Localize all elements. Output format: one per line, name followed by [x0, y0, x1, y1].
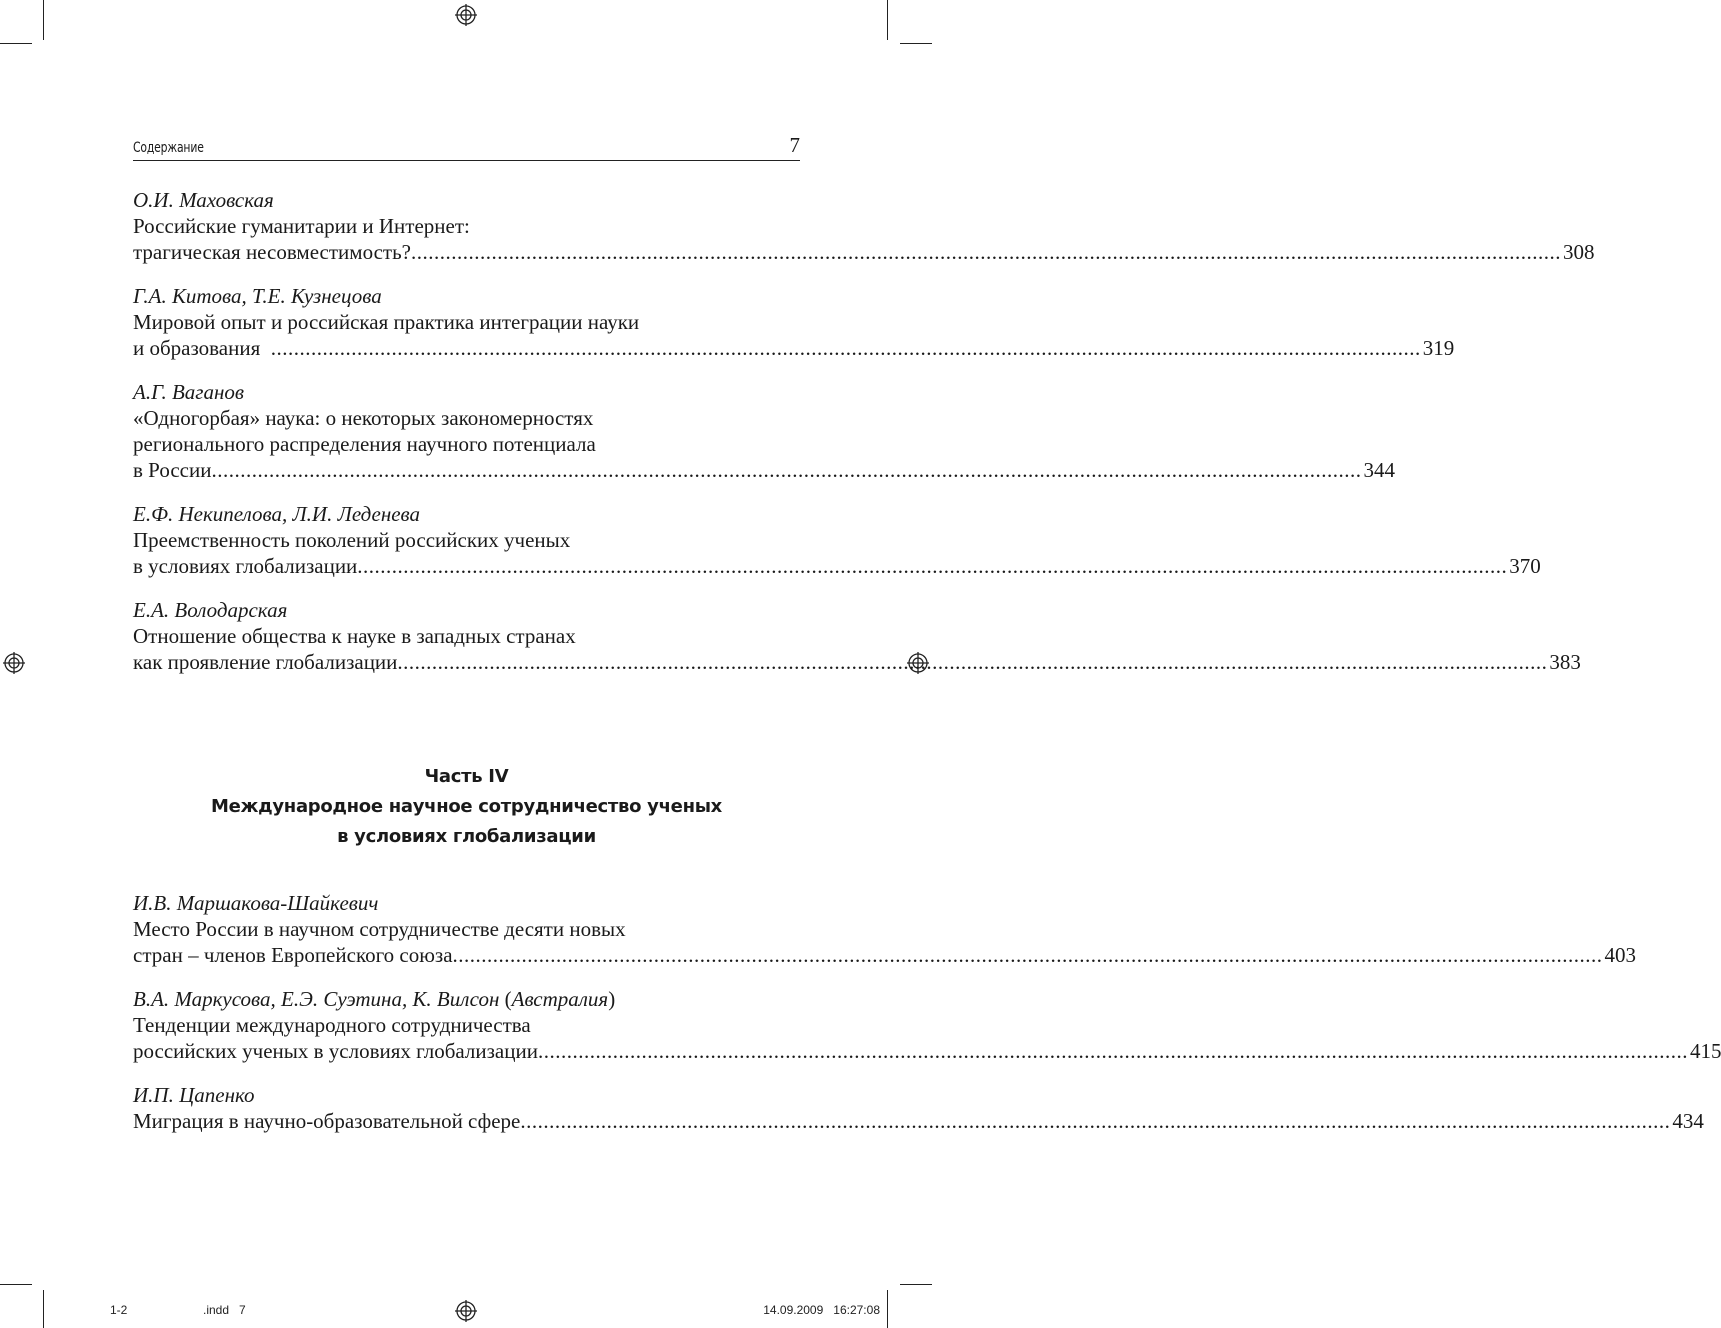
- toc-last-line: [133, 553, 1541, 579]
- toc-author: О.И. Маховская: [133, 188, 274, 212]
- toc-author: А.Г. Ваганов: [133, 380, 244, 404]
- running-header: [133, 132, 800, 161]
- toc-title-line: и образования: [133, 336, 271, 360]
- running-title: Содержание: [133, 140, 204, 156]
- author-paren-open: (: [499, 987, 512, 1011]
- crop-mark: [43, 1290, 44, 1328]
- toc-title-line: Место России в научном сотрудничестве десяти новых: [133, 917, 626, 941]
- toc-section-2: [133, 890, 1721, 1134]
- crop-mark: [0, 1284, 32, 1285]
- toc-title-line: российских ученых в условиях глобализации: [133, 1039, 538, 1063]
- toc-author: В.А. Маркусова, Е.Э. Суэтина, К. Вилсон: [133, 987, 500, 1011]
- registration-mark-icon: [455, 1300, 477, 1322]
- registration-mark-icon: [455, 4, 477, 26]
- dot-leader: ........................................................................................................................................................................................................: [452, 943, 1603, 967]
- toc-entry: [133, 187, 1595, 265]
- toc-entry: [133, 501, 1541, 579]
- slug-file: 1-2: [110, 1303, 128, 1317]
- dot-leader: ........................................................................................................................................................................................................: [397, 650, 1548, 674]
- dot-leader: ........................................................................................................................................................................................................: [270, 336, 1421, 360]
- crop-mark: [887, 1290, 888, 1328]
- toc-last-line: [133, 649, 1581, 675]
- slug-indd: .indd 7: [203, 1303, 246, 1317]
- toc-page-number: 415: [1689, 1039, 1721, 1063]
- toc-last-line: [133, 335, 1455, 361]
- toc-page-number: 370: [1509, 554, 1541, 578]
- toc-title-line: Отношение общества к науке в западных странах: [133, 624, 576, 648]
- toc-title-line: в условиях глобализации: [133, 554, 358, 578]
- toc-title-line: Преемственность поколений российских ученых: [133, 528, 571, 552]
- toc-title-line: стран – членов Европейского союза: [133, 943, 453, 967]
- toc-entry: [133, 986, 1721, 1064]
- page-number: 7: [789, 133, 800, 157]
- crop-mark: [900, 1284, 932, 1285]
- toc-page-number: 434: [1672, 1109, 1704, 1133]
- part-title-line: Международное научное сотрудничество ученых: [211, 796, 722, 817]
- toc-title-line: в России: [133, 458, 212, 482]
- toc-page-number: 383: [1549, 650, 1581, 674]
- toc-author: Е.Ф. Некипелова, Л.И. Леденева: [133, 502, 421, 526]
- toc-entry: [133, 379, 1395, 483]
- toc-author: Г.А. Китова, Т.Е. Кузнецова: [133, 284, 382, 308]
- toc-entry: [133, 283, 1455, 361]
- crop-mark: [0, 43, 32, 44]
- toc-last-line: [133, 1108, 1704, 1134]
- toc-title-line: «Одногорбая» наука: о некоторых закономерностях: [133, 406, 594, 430]
- toc-author: И.П. Цапенко: [133, 1083, 255, 1107]
- part-heading: [133, 762, 800, 852]
- toc-page-number: 403: [1604, 943, 1637, 967]
- crop-mark: [900, 43, 932, 44]
- author-country: Австралия: [511, 987, 609, 1011]
- toc-title-line: регионального распределения научного потенциала: [133, 432, 596, 456]
- toc-author-line: [133, 986, 800, 1012]
- dot-leader: ........................................................................................................................................................................................................: [211, 458, 1362, 482]
- toc-title-line: Миграция в научно-образовательной сфере: [133, 1109, 521, 1133]
- crop-mark: [887, 0, 888, 40]
- author-paren-close: ): [608, 987, 616, 1011]
- toc-title-line: Российские гуманитарии и Интернет:: [133, 214, 470, 238]
- toc-entry: [133, 1082, 1704, 1134]
- toc-page-number: 308: [1562, 240, 1595, 264]
- toc-entry: [133, 890, 1637, 968]
- dot-leader: ........................................................................................................................................................................................................: [520, 1109, 1671, 1133]
- slug-datetime: 14.09.2009 16:27:08: [763, 1303, 880, 1317]
- registration-mark-icon: [3, 652, 25, 674]
- crop-mark: [43, 0, 44, 40]
- toc-page-number: 344: [1363, 458, 1395, 482]
- part-title-line: в условиях глобализации: [337, 826, 596, 847]
- toc-section-1: [133, 187, 1595, 675]
- toc-last-line: [133, 942, 1637, 968]
- toc-last-line: [133, 457, 1395, 483]
- toc-title-line: как проявление глобализации: [133, 650, 398, 674]
- toc-entry: [133, 597, 1581, 675]
- toc-title-line: Мировой опыт и российская практика интеграции науки: [133, 310, 640, 334]
- toc-last-line: [133, 239, 1595, 265]
- dot-leader: ........................................................................................................................................................................................................: [537, 1039, 1688, 1063]
- toc-title-line: Тенденции международного сотрудничества: [133, 1013, 531, 1037]
- toc-page-number: 319: [1422, 336, 1455, 360]
- toc-title-line: трагическая несовместимость?: [133, 240, 411, 264]
- dot-leader: ........................................................................................................................................................................................................: [357, 554, 1508, 578]
- part-label: Часть IV: [424, 766, 509, 787]
- toc-last-line: [133, 1038, 1721, 1064]
- dot-leader: ........................................................................................................................................................................................................: [410, 240, 1561, 264]
- toc-author: И.В. Маршакова-Шайкевич: [133, 891, 379, 915]
- toc-author: Е.А. Володарская: [133, 598, 288, 622]
